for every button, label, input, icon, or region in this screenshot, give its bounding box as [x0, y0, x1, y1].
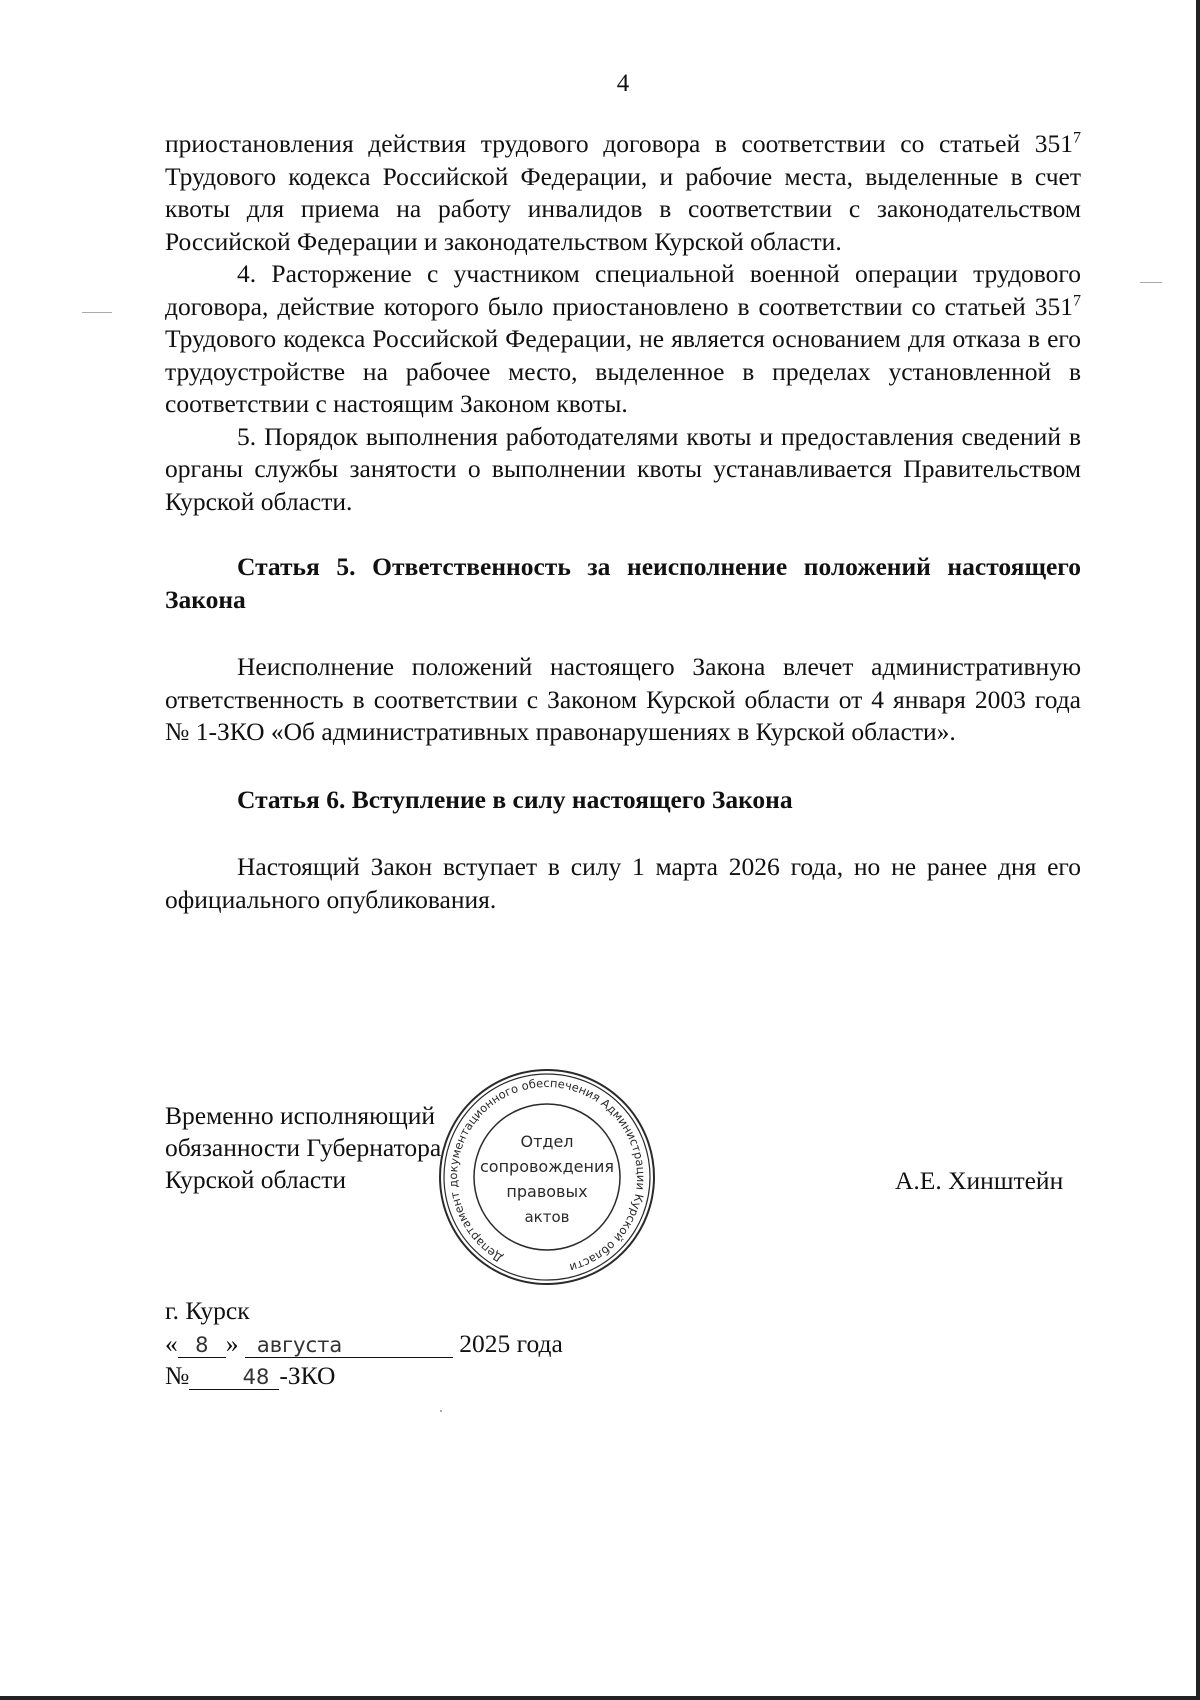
article-5-heading: Статья 5. Ответственность за неисполнение положений настоящего Закона	[165, 552, 1081, 614]
number-value: 48	[189, 1365, 279, 1390]
article-5-text: Неисполнение положений настоящего Закона влечет административную ответственность в соответствии с Законом Курской области от 4 января 2003 года № 1-ЗКО «Об административных правонарушениях в Курской области».	[165, 652, 1081, 746]
date-month: августа	[245, 1333, 453, 1358]
scan-border-right	[1196, 0, 1200, 1700]
official-stamp	[430, 1065, 665, 1290]
city: г. Курск	[165, 1296, 250, 1325]
svg-text:сопровождения: сопровождения	[479, 1157, 615, 1176]
paragraph-4: 4. Расторжение с участником специальной военной операции трудового договора, действие которого было приостановлено в соответствии со статьей $351^7$ Трудового кодекса Российской Федерации, не является основанием для отказа в его трудоустройстве на рабочее место, выделенное в пределах установленной в соответствии с настоящим Законом квоты.	[165, 259, 1081, 418]
scan-speck	[82, 312, 112, 313]
paragraph-5: 5. Порядок выполнения работодателями квоты и предоставления сведений в органы службы занятости о выполнении квоты устанавливается Правительством Курской области.	[165, 421, 1081, 516]
footer-details	[165, 1295, 563, 1393]
page-number: 4	[616, 70, 630, 97]
stamp-ring-text: Департамент документационного обеспечения Администрации Курской области	[446, 1075, 649, 1275]
article-6-heading: Статья 6. Вступление в силу настоящего Закона	[237, 784, 793, 814]
law-number: № 48 -ЗКО	[165, 1361, 336, 1390]
article-6-text: Настоящий Закон вступает в силу 1 марта 2026 года, но не ранее дня его официального опубликования.	[165, 852, 1081, 914]
law-body	[165, 128, 1081, 916]
scan-speck	[440, 1410, 442, 1412]
signatory-name: А.Е. Хинштейн	[895, 1166, 1064, 1195]
scan-border-bottom	[0, 1696, 1200, 1700]
paragraph-continuation: приостановления действия трудового договора в соответствии со статьей $351^7$ Трудового кодекса Российской Федерации, и рабочие места, выделенные в счет квоты для приема на работу инвалидов в соответствии с законодательством Российской Федерации и законодательством Курской области.	[165, 129, 1081, 256]
date-day: 8	[178, 1333, 226, 1358]
svg-text:Отдел: Отдел	[520, 1132, 574, 1151]
scan-speck	[1140, 282, 1162, 283]
svg-text:актов: актов	[524, 1208, 570, 1226]
svg-text:правовых: правовых	[506, 1182, 588, 1201]
signatory-title: Временно исполняющий обязанности Губернатора Курской области	[165, 1101, 442, 1194]
signing-date: « 8 » августа 2025 года	[165, 1328, 563, 1358]
